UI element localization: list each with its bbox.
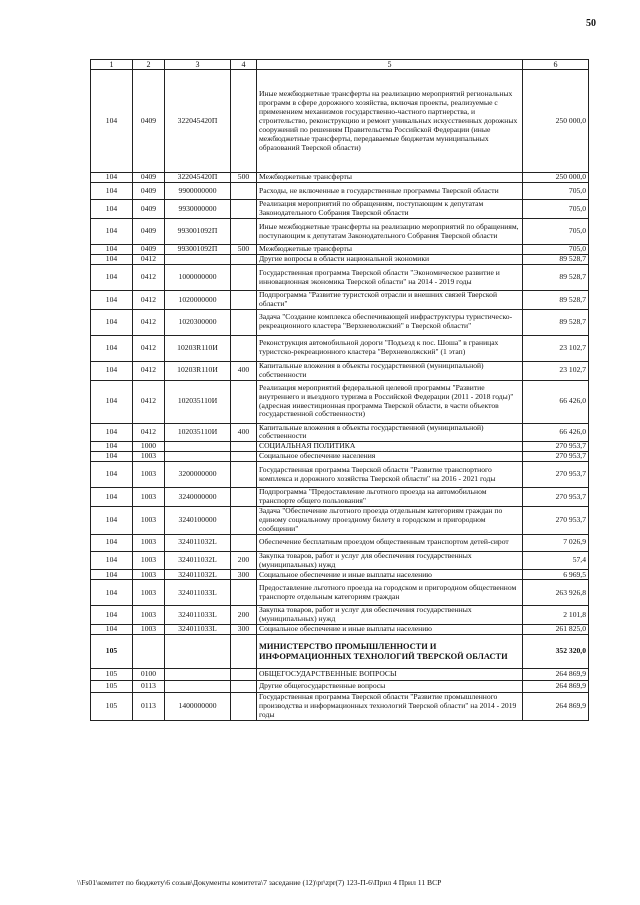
admin-code-cell: 104 — [91, 380, 133, 423]
section-code-cell: 0100 — [133, 669, 165, 681]
amount-cell: 263 926,8 — [523, 580, 589, 606]
target-article-cell: 993001092П — [165, 219, 231, 245]
table-row — [91, 265, 589, 291]
admin-code-cell: 104 — [91, 442, 133, 452]
table-row — [91, 380, 589, 423]
target-article-cell: 9900000000 — [165, 183, 231, 200]
description-cell: МИНИСТЕРСТВО ПРОМЫШЛЕННОСТИ И ИНФОРМАЦИОННЫХ ТЕХНОЛОГИЙ ТВЕРСКОЙ ОБЛАСТИ — [257, 635, 523, 669]
description-cell: Задача "Обеспечение льготного проезда отдельным категориям граждан по единому социальному проездному билету в городском и пригородном сообщении" — [257, 507, 523, 535]
description-cell: Закупка товаров, работ и услуг для обеспечения государственных (муниципальных) нужд — [257, 551, 523, 570]
admin-code-cell: 104 — [91, 462, 133, 488]
column-header: 6 — [523, 60, 589, 70]
table-row — [91, 693, 589, 721]
admin-code-cell: 104 — [91, 291, 133, 310]
section-code-cell: 1003 — [133, 452, 165, 462]
column-header: 5 — [257, 60, 523, 70]
admin-code-cell: 104 — [91, 625, 133, 635]
admin-code-cell: 104 — [91, 265, 133, 291]
amount-cell: 6 969,5 — [523, 570, 589, 580]
table-row — [91, 681, 589, 693]
table-row — [91, 335, 589, 361]
expense-type-cell — [231, 693, 257, 721]
target-article-cell: 324011032L — [165, 534, 231, 551]
amount-cell: 261 825,0 — [523, 625, 589, 635]
amount-cell: 66 426,0 — [523, 423, 589, 442]
table-row — [91, 507, 589, 535]
target-article-cell: 1400000000 — [165, 693, 231, 721]
page-number: 50 — [586, 18, 596, 29]
section-code-cell: 1003 — [133, 488, 165, 507]
expense-type-cell — [231, 452, 257, 462]
description-cell: Закупка товаров, работ и услуг для обеспечения государственных (муниципальных) нужд — [257, 606, 523, 625]
target-article-cell: 1020000000 — [165, 291, 231, 310]
admin-code-cell: 104 — [91, 173, 133, 183]
amount-cell: 705,0 — [523, 219, 589, 245]
admin-code-cell: 104 — [91, 70, 133, 173]
section-code-cell: 1003 — [133, 551, 165, 570]
target-article-cell: 1000000000 — [165, 265, 231, 291]
table-row — [91, 625, 589, 635]
expense-type-cell: 400 — [231, 361, 257, 380]
table-row — [91, 452, 589, 462]
table-row — [91, 606, 589, 625]
table-row — [91, 245, 589, 255]
expense-type-cell — [231, 380, 257, 423]
expense-type-cell — [231, 488, 257, 507]
table-row — [91, 551, 589, 570]
admin-code-cell: 104 — [91, 183, 133, 200]
description-cell: Расходы, не включенные в государственные программы Тверской области — [257, 183, 523, 200]
description-cell: Государственная программа Тверской области "Развитие транспортного комплекса и дорожного хозяйства Тверской области" на 2016 - 2021 годы — [257, 462, 523, 488]
expense-type-cell — [231, 507, 257, 535]
admin-code-cell: 104 — [91, 570, 133, 580]
amount-cell: 89 528,7 — [523, 265, 589, 291]
target-article-cell: 10203R110И — [165, 335, 231, 361]
column-header: 3 — [165, 60, 231, 70]
table-row — [91, 635, 589, 669]
expense-type-cell: 400 — [231, 423, 257, 442]
expense-type-cell — [231, 183, 257, 200]
amount-cell: 264 869,9 — [523, 693, 589, 721]
description-cell: Государственная программа Тверской области "Развитие промышленного производства и информационных технологий Тверской области" на 2014 - 2019 годы — [257, 693, 523, 721]
section-code-cell: 0409 — [133, 173, 165, 183]
admin-code-cell: 104 — [91, 309, 133, 335]
target-article-cell: 102035110И — [165, 380, 231, 423]
section-code-cell: 0409 — [133, 70, 165, 173]
section-code-cell: 0409 — [133, 245, 165, 255]
table-row — [91, 669, 589, 681]
section-code-cell: 0412 — [133, 361, 165, 380]
description-cell: ОБЩЕГОСУДАРСТВЕННЫЕ ВОПРОСЫ — [257, 669, 523, 681]
section-code-cell: 1003 — [133, 580, 165, 606]
target-article-cell — [165, 452, 231, 462]
amount-cell: 264 869,9 — [523, 681, 589, 693]
table-header — [91, 60, 589, 70]
target-article-cell: 3240100000 — [165, 507, 231, 535]
admin-code-cell: 104 — [91, 245, 133, 255]
table-row — [91, 462, 589, 488]
admin-code-cell: 104 — [91, 361, 133, 380]
amount-cell: 89 528,7 — [523, 291, 589, 310]
admin-code-cell: 104 — [91, 219, 133, 245]
expense-type-cell: 200 — [231, 551, 257, 570]
expense-type-cell — [231, 580, 257, 606]
amount-cell: 270 953,7 — [523, 488, 589, 507]
section-code-cell: 1003 — [133, 606, 165, 625]
target-article-cell: 324011033L — [165, 606, 231, 625]
description-cell: Иные межбюджетные трансферты на реализацию мероприятий региональных программ в сфере дорожного хозяйства, включая проекты, реализуемые с применением механизмов государственно-частного партнерства, и строительство, реконструкцию и ремонт уникальных искусственных дорожных сооружений по решениям Правительства Российской Федерации (иные межбюджетные трансферты, передаваемые бюджетам муниципальных образований Тверской области) — [257, 70, 523, 173]
section-code-cell: 0412 — [133, 309, 165, 335]
column-header: 4 — [231, 60, 257, 70]
section-code-cell: 0113 — [133, 681, 165, 693]
budget-table — [90, 59, 589, 721]
description-cell: Подпрограмма "Предоставление льготного проезда на автомобильном транспорте общего пользования" — [257, 488, 523, 507]
table-row — [91, 219, 589, 245]
amount-cell: 352 320,0 — [523, 635, 589, 669]
table-row — [91, 291, 589, 310]
expense-type-cell — [231, 200, 257, 219]
column-header: 1 — [91, 60, 133, 70]
expense-type-cell — [231, 462, 257, 488]
target-article-cell: 1020300000 — [165, 309, 231, 335]
description-cell: Социальное обеспечение населения — [257, 452, 523, 462]
expense-type-cell: 500 — [231, 245, 257, 255]
table-row — [91, 442, 589, 452]
amount-cell: 23 102,7 — [523, 361, 589, 380]
expense-type-cell: 200 — [231, 606, 257, 625]
table-row — [91, 200, 589, 219]
amount-cell: 705,0 — [523, 200, 589, 219]
admin-code-cell: 104 — [91, 551, 133, 570]
description-cell: Межбюджетные трансферты — [257, 245, 523, 255]
table-row — [91, 423, 589, 442]
target-article-cell: 9930000000 — [165, 200, 231, 219]
section-code-cell: 0412 — [133, 380, 165, 423]
admin-code-cell: 104 — [91, 606, 133, 625]
admin-code-cell: 104 — [91, 452, 133, 462]
amount-cell: 2 101,8 — [523, 606, 589, 625]
section-code-cell: 1000 — [133, 442, 165, 452]
amount-cell: 270 953,7 — [523, 507, 589, 535]
table-row — [91, 534, 589, 551]
file-path-footer: \\Fs01\комитет по бюджету\6 созыв\Документы комитета\7 заседание (12)\pr\zpr(7) 123-П-6\Прил 4 Прил 11 ВСР — [77, 878, 442, 887]
amount-cell: 66 426,0 — [523, 380, 589, 423]
admin-code-cell: 105 — [91, 693, 133, 721]
description-cell: Межбюджетные трансферты — [257, 173, 523, 183]
description-cell: Реконструкция автомобильной дороги "Подъезд к пос. Шоша" в границах туристско-рекреационного кластера "Верхневолжский" (1 этап) — [257, 335, 523, 361]
table-row — [91, 173, 589, 183]
target-article-cell: 324011033L — [165, 580, 231, 606]
description-cell: Капитальные вложения в объекты государственной (муниципальной) собственности — [257, 361, 523, 380]
admin-code-cell: 104 — [91, 488, 133, 507]
target-article-cell: 322045420П — [165, 70, 231, 173]
amount-cell: 7 026,9 — [523, 534, 589, 551]
table-row — [91, 488, 589, 507]
table-row — [91, 70, 589, 173]
target-article-cell — [165, 442, 231, 452]
column-header: 2 — [133, 60, 165, 70]
admin-code-cell: 104 — [91, 423, 133, 442]
amount-cell: 270 953,7 — [523, 442, 589, 452]
expense-type-cell — [231, 534, 257, 551]
description-cell: Другие общегосударственные вопросы — [257, 681, 523, 693]
section-code-cell: 1003 — [133, 507, 165, 535]
admin-code-cell: 105 — [91, 681, 133, 693]
admin-code-cell: 104 — [91, 335, 133, 361]
target-article-cell — [165, 681, 231, 693]
amount-cell: 89 528,7 — [523, 309, 589, 335]
amount-cell: 250 000,0 — [523, 70, 589, 173]
target-article-cell: 3200000000 — [165, 462, 231, 488]
admin-code-cell: 104 — [91, 255, 133, 265]
amount-cell: 89 528,7 — [523, 255, 589, 265]
target-article-cell: 993001092П — [165, 245, 231, 255]
table-row — [91, 361, 589, 380]
expense-type-cell — [231, 335, 257, 361]
description-cell: Иные межбюджетные трансферты на реализацию мероприятий по обращениям, поступающим к депутатам Законодательного Собрания Тверской области — [257, 219, 523, 245]
table-row — [91, 570, 589, 580]
target-article-cell: 324011032L — [165, 551, 231, 570]
description-cell: Социальное обеспечение и иные выплаты населению — [257, 570, 523, 580]
section-code-cell: 0412 — [133, 335, 165, 361]
amount-cell: 250 000,0 — [523, 173, 589, 183]
description-cell: Социальное обеспечение и иные выплаты населению — [257, 625, 523, 635]
description-cell: Предоставление льготного проезда на городском и пригородном общественном транспорте отдельным категориям граждан — [257, 580, 523, 606]
admin-code-cell: 104 — [91, 200, 133, 219]
description-cell: Задача "Создание комплекса обеспечивающей инфраструктуры туристическо-рекреационного кластера "Верхневолжский" в Тверской области" — [257, 309, 523, 335]
target-article-cell: 324011032L — [165, 570, 231, 580]
admin-code-cell: 104 — [91, 507, 133, 535]
description-cell: СОЦИАЛЬНАЯ ПОЛИТИКА — [257, 442, 523, 452]
amount-cell: 23 102,7 — [523, 335, 589, 361]
amount-cell: 705,0 — [523, 245, 589, 255]
description-cell: Обеспечение бесплатным проездом общественным транспортом детей-сирот — [257, 534, 523, 551]
amount-cell: 57,4 — [523, 551, 589, 570]
expense-type-cell — [231, 265, 257, 291]
target-article-cell — [165, 635, 231, 669]
target-article-cell: 10203R110И — [165, 361, 231, 380]
amount-cell: 270 953,7 — [523, 462, 589, 488]
section-code-cell: 0412 — [133, 255, 165, 265]
section-code-cell: 0412 — [133, 265, 165, 291]
section-code-cell: 0409 — [133, 183, 165, 200]
target-article-cell — [165, 255, 231, 265]
admin-code-cell: 104 — [91, 580, 133, 606]
table-row — [91, 255, 589, 265]
section-code-cell: 0409 — [133, 219, 165, 245]
description-cell: Капитальные вложения в объекты государственной (муниципальной) собственности — [257, 423, 523, 442]
expense-type-cell — [231, 70, 257, 173]
description-cell: Подпрограмма "Развитие туристской отрасли и внешних связей Тверской области" — [257, 291, 523, 310]
expense-type-cell: 500 — [231, 173, 257, 183]
admin-code-cell: 105 — [91, 669, 133, 681]
expense-type-cell — [231, 442, 257, 452]
target-article-cell: 322045420П — [165, 173, 231, 183]
amount-cell: 705,0 — [523, 183, 589, 200]
section-code-cell: 1003 — [133, 570, 165, 580]
table-row — [91, 580, 589, 606]
section-code-cell: 1003 — [133, 625, 165, 635]
expense-type-cell — [231, 669, 257, 681]
admin-code-cell: 104 — [91, 534, 133, 551]
description-cell: Реализация мероприятий по обращениям, поступающим к депутатам Законодательного Собрания Тверской области — [257, 200, 523, 219]
amount-cell: 270 953,7 — [523, 452, 589, 462]
section-code-cell: 0113 — [133, 693, 165, 721]
expense-type-cell — [231, 219, 257, 245]
target-article-cell: 102035110И — [165, 423, 231, 442]
table-body — [91, 70, 589, 721]
amount-cell: 264 869,9 — [523, 669, 589, 681]
description-cell: Государственная программа Тверской области "Экономическое развитие и инновационная экономика Тверской области" на 2014 - 2019 годы — [257, 265, 523, 291]
expense-type-cell — [231, 635, 257, 669]
expense-type-cell — [231, 681, 257, 693]
section-code-cell: 0412 — [133, 291, 165, 310]
table-row — [91, 183, 589, 200]
expense-type-cell — [231, 309, 257, 335]
description-cell: Реализация мероприятий федеральной целевой программы "Развитие внутреннего и въездного туризма в Российской Федерации (2011 - 2018 годы)" (адресная инвестиционная программа Тверской области, в части объектов государственной собственности) — [257, 380, 523, 423]
section-code-cell: 0412 — [133, 423, 165, 442]
section-code-cell: 1003 — [133, 534, 165, 551]
admin-code-cell: 105 — [91, 635, 133, 669]
section-code-cell — [133, 635, 165, 669]
table-row — [91, 309, 589, 335]
expense-type-cell: 300 — [231, 570, 257, 580]
description-cell: Другие вопросы в области национальной экономики — [257, 255, 523, 265]
expense-type-cell — [231, 291, 257, 310]
expense-type-cell: 300 — [231, 625, 257, 635]
section-code-cell: 0409 — [133, 200, 165, 219]
target-article-cell: 324011033L — [165, 625, 231, 635]
target-article-cell — [165, 669, 231, 681]
expense-type-cell — [231, 255, 257, 265]
target-article-cell: 3240000000 — [165, 488, 231, 507]
section-code-cell: 1003 — [133, 462, 165, 488]
